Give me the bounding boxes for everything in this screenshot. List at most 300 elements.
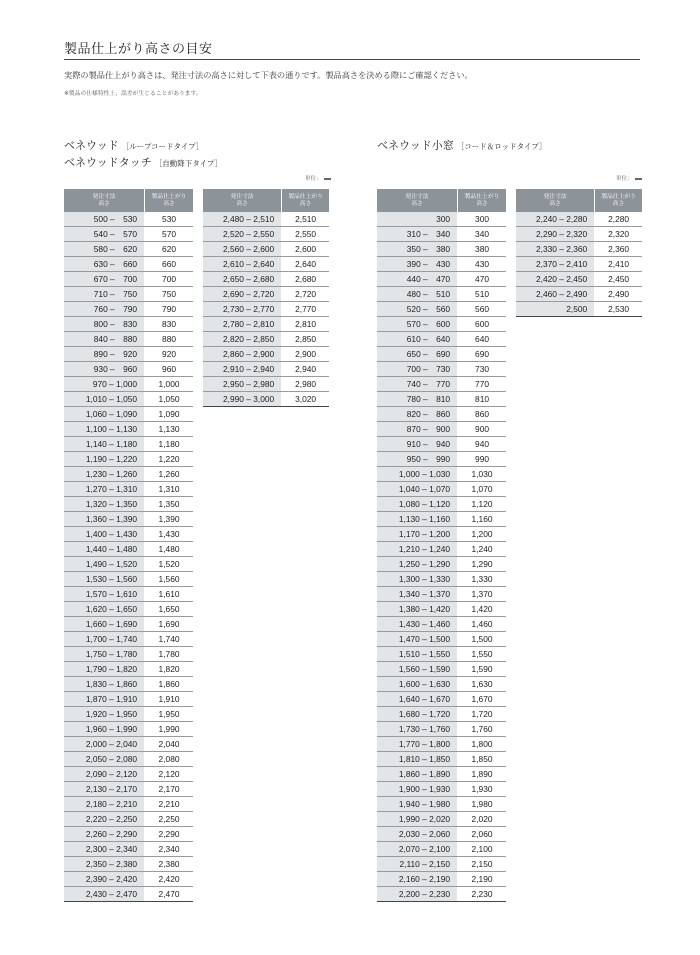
order-size-cell: 2,690 – 2,720 <box>203 287 282 302</box>
finished-height-cell: 1,070 <box>458 482 506 497</box>
order-size-cell: 1,830 – 1,860 <box>64 677 145 692</box>
finished-height-cell: 380 <box>458 242 506 257</box>
finished-height-cell: 1,610 <box>145 587 193 602</box>
table-row <box>377 527 506 542</box>
order-size-cell: 1,360 – 1,390 <box>64 512 145 527</box>
left-heading-1 <box>64 137 203 153</box>
table-row <box>64 242 193 257</box>
order-size-cell: 2,820 – 2,850 <box>203 332 282 347</box>
order-size-cell: 2,610 – 2,640 <box>203 257 282 272</box>
finished-height-cell: 940 <box>458 437 506 452</box>
order-size-cell: 520 – 560 <box>377 302 458 317</box>
order-size-cell: 2,070 – 2,100 <box>377 842 458 857</box>
order-size-cell: 1,060 – 1,090 <box>64 407 145 422</box>
right-size-table-1 <box>377 189 506 902</box>
order-size-cell: 820 – 860 <box>377 407 458 422</box>
table-row <box>203 227 329 242</box>
finished-height-cell: 2,900 <box>282 347 329 362</box>
finished-height-cell: 1,500 <box>458 632 506 647</box>
finished-height-cell: 2,100 <box>458 842 506 857</box>
table-row <box>64 257 193 272</box>
order-size-cell: 650 – 690 <box>377 347 458 362</box>
finished-height-cell: 510 <box>458 287 506 302</box>
finished-height-cell: 790 <box>145 302 193 317</box>
finished-height-cell: 1,030 <box>458 467 506 482</box>
table-row <box>377 482 506 497</box>
finished-height-cell: 1,260 <box>145 467 193 482</box>
order-size-cell: 1,600 – 1,630 <box>377 677 458 692</box>
table-row <box>516 302 642 317</box>
unit-bar-icon <box>635 178 642 180</box>
order-size-cell: 740 – 770 <box>377 377 458 392</box>
finished-height-cell: 1,860 <box>145 677 193 692</box>
left-heading-1-title: ベネウッド <box>64 139 119 152</box>
order-size-cell: 540 – 570 <box>64 227 145 242</box>
header-order-size: 発注寸法 高さ <box>64 189 145 212</box>
order-size-cell: 1,170 – 1,200 <box>377 527 458 542</box>
order-size-cell: 2,500 <box>516 302 595 317</box>
finished-height-cell: 1,820 <box>145 662 193 677</box>
order-size-cell: 2,050 – 2,080 <box>64 752 145 767</box>
order-size-cell: 1,570 – 1,610 <box>64 587 145 602</box>
finished-height-cell: 1,200 <box>458 527 506 542</box>
finished-height-cell: 3,020 <box>282 392 329 407</box>
order-size-cell: 1,470 – 1,500 <box>377 632 458 647</box>
order-size-cell: 1,430 – 1,460 <box>377 617 458 632</box>
order-size-cell: 1,920 – 1,950 <box>64 707 145 722</box>
table-row <box>64 557 193 572</box>
finished-height-cell: 2,320 <box>595 227 642 242</box>
header-order-size: 発注寸法 高さ <box>203 189 282 212</box>
table-row <box>377 737 506 752</box>
finished-height-cell: 750 <box>145 287 193 302</box>
table-row <box>64 632 193 647</box>
order-size-cell: 1,270 – 1,310 <box>64 482 145 497</box>
table-row <box>64 797 193 812</box>
left-unit-label <box>305 174 331 182</box>
table-row <box>377 662 506 677</box>
finished-height-cell: 1,780 <box>145 647 193 662</box>
finished-height-cell: 1,120 <box>458 497 506 512</box>
order-size-cell: 950 – 990 <box>377 452 458 467</box>
table-row <box>377 437 506 452</box>
order-size-cell: 1,940 – 1,980 <box>377 797 458 812</box>
finished-height-cell: 1,760 <box>458 722 506 737</box>
table-row <box>377 512 506 527</box>
order-size-cell: 440 – 470 <box>377 272 458 287</box>
finished-height-cell: 730 <box>458 362 506 377</box>
finished-height-cell: 560 <box>458 302 506 317</box>
finished-height-cell: 880 <box>145 332 193 347</box>
table-row <box>64 767 193 782</box>
left-unit-text: 単位： <box>305 176 322 182</box>
order-size-cell: 1,790 – 1,820 <box>64 662 145 677</box>
table-row <box>516 212 642 227</box>
table-row <box>64 647 193 662</box>
finished-height-cell: 2,940 <box>282 362 329 377</box>
order-size-cell: 2,370 – 2,410 <box>516 257 595 272</box>
order-size-cell: 2,000 – 2,040 <box>64 737 145 752</box>
finished-height-cell: 1,740 <box>145 632 193 647</box>
finished-height-cell: 1,050 <box>145 392 193 407</box>
table-row <box>64 887 193 902</box>
finished-height-cell: 2,380 <box>145 857 193 872</box>
table-row <box>377 212 506 227</box>
table-row <box>377 797 506 812</box>
order-size-cell: 1,640 – 1,670 <box>377 692 458 707</box>
finished-height-cell: 1,800 <box>458 737 506 752</box>
finished-height-cell: 2,210 <box>145 797 193 812</box>
finished-height-cell: 1,720 <box>458 707 506 722</box>
order-size-cell: 310 – 340 <box>377 227 458 242</box>
table-row <box>64 872 193 887</box>
finished-height-cell: 1,240 <box>458 542 506 557</box>
order-size-cell: 2,030 – 2,060 <box>377 827 458 842</box>
right-unit-label <box>616 174 642 182</box>
order-size-cell: 930 – 960 <box>64 362 145 377</box>
order-size-cell: 2,090 – 2,120 <box>64 767 145 782</box>
finished-height-cell: 1,290 <box>458 557 506 572</box>
table-row <box>64 392 193 407</box>
order-size-cell: 1,900 – 1,930 <box>377 782 458 797</box>
order-size-cell: 2,330 – 2,360 <box>516 242 595 257</box>
order-size-cell: 2,860 – 2,900 <box>203 347 282 362</box>
order-size-cell: 1,960 – 1,990 <box>64 722 145 737</box>
header-finished-height: 製品仕上がり 高さ <box>145 189 193 212</box>
table-row <box>64 422 193 437</box>
table-row <box>377 692 506 707</box>
table-row <box>377 287 506 302</box>
table-row <box>64 467 193 482</box>
order-size-cell: 300 <box>377 212 458 227</box>
left-size-table-2 <box>203 189 329 407</box>
order-size-cell: 1,000 – 1,030 <box>377 467 458 482</box>
right-heading-1 <box>377 137 546 153</box>
finished-height-cell: 1,550 <box>458 647 506 662</box>
finished-height-cell: 640 <box>458 332 506 347</box>
table-row <box>203 362 329 377</box>
order-size-cell: 1,700 – 1,740 <box>64 632 145 647</box>
finished-height-cell: 2,850 <box>282 332 329 347</box>
finished-height-cell: 530 <box>145 212 193 227</box>
table-row <box>203 377 329 392</box>
table-row <box>377 572 506 587</box>
order-size-cell: 2,460 – 2,490 <box>516 287 595 302</box>
finished-height-cell: 2,250 <box>145 812 193 827</box>
table-row <box>64 317 193 332</box>
finished-height-cell: 860 <box>458 407 506 422</box>
table-row <box>377 557 506 572</box>
finished-height-cell: 1,670 <box>458 692 506 707</box>
order-size-cell: 2,220 – 2,250 <box>64 812 145 827</box>
order-size-cell: 1,770 – 1,800 <box>377 737 458 752</box>
table-row <box>203 332 329 347</box>
finished-height-cell: 900 <box>458 422 506 437</box>
finished-height-cell: 1,480 <box>145 542 193 557</box>
finished-height-cell: 2,720 <box>282 287 329 302</box>
table-row <box>64 677 193 692</box>
finished-height-cell: 1,130 <box>145 422 193 437</box>
finished-height-cell: 1,890 <box>458 767 506 782</box>
table-row <box>64 287 193 302</box>
finished-height-cell: 1,310 <box>145 482 193 497</box>
table-row <box>64 692 193 707</box>
table-row <box>64 782 193 797</box>
table-row <box>377 587 506 602</box>
order-size-cell: 840 – 880 <box>64 332 145 347</box>
table-row <box>64 737 193 752</box>
table-row <box>64 437 193 452</box>
finished-height-cell: 660 <box>145 257 193 272</box>
finished-height-cell: 1,420 <box>458 602 506 617</box>
table-row <box>516 287 642 302</box>
finished-height-cell: 2,640 <box>282 257 329 272</box>
finished-height-cell: 960 <box>145 362 193 377</box>
finished-height-cell: 300 <box>458 212 506 227</box>
order-size-cell: 2,300 – 2,340 <box>64 842 145 857</box>
right-size-table-2 <box>516 189 642 317</box>
intro-text: 実際の製品仕上がり高さは、発注寸法の高さに対して下表の通りです。製品高さを決める際にご確認ください。 <box>64 70 473 80</box>
table-row <box>64 752 193 767</box>
finished-height-cell: 1,460 <box>458 617 506 632</box>
finished-height-cell: 2,340 <box>145 842 193 857</box>
table-row <box>377 422 506 437</box>
table-row <box>64 227 193 242</box>
finished-height-cell: 1,160 <box>458 512 506 527</box>
note-text: ※製品の仕様特性上、誤差が生じることがあります。 <box>64 91 202 97</box>
finished-height-cell: 1,630 <box>458 677 506 692</box>
order-size-cell: 1,750 – 1,780 <box>64 647 145 662</box>
table-row <box>64 527 193 542</box>
table-row <box>203 302 329 317</box>
order-size-cell: 630 – 660 <box>64 257 145 272</box>
table-row <box>377 647 506 662</box>
order-size-cell: 570 – 600 <box>377 317 458 332</box>
order-size-cell: 1,010 – 1,050 <box>64 392 145 407</box>
order-size-cell: 1,730 – 1,760 <box>377 722 458 737</box>
left-heading-2-sub: ［自動降下タイプ］ <box>154 159 223 168</box>
table-row <box>64 542 193 557</box>
order-size-cell: 780 – 810 <box>377 392 458 407</box>
table-row <box>377 707 506 722</box>
order-size-cell: 1,560 – 1,590 <box>377 662 458 677</box>
table-row <box>64 347 193 362</box>
finished-height-cell: 2,810 <box>282 317 329 332</box>
finished-height-cell: 430 <box>458 257 506 272</box>
table-row <box>377 272 506 287</box>
finished-height-cell: 2,290 <box>145 827 193 842</box>
finished-height-cell: 470 <box>458 272 506 287</box>
finished-height-cell: 2,490 <box>595 287 642 302</box>
order-size-cell: 1,300 – 1,330 <box>377 572 458 587</box>
finished-height-cell: 1,690 <box>145 617 193 632</box>
finished-height-cell: 1,090 <box>145 407 193 422</box>
finished-height-cell: 1,850 <box>458 752 506 767</box>
table-row <box>377 782 506 797</box>
finished-height-cell: 2,410 <box>595 257 642 272</box>
finished-height-cell: 1,590 <box>458 662 506 677</box>
finished-height-cell: 2,680 <box>282 272 329 287</box>
order-size-cell: 2,990 – 3,000 <box>203 392 282 407</box>
table-row <box>64 587 193 602</box>
left-heading-1-sub: ［ループコードタイプ］ <box>121 142 204 151</box>
finished-height-cell: 770 <box>458 377 506 392</box>
order-size-cell: 1,870 – 1,910 <box>64 692 145 707</box>
right-unit-text: 単位： <box>616 176 633 182</box>
finished-height-cell: 2,230 <box>458 887 506 902</box>
order-size-cell: 700 – 730 <box>377 362 458 377</box>
order-size-cell: 610 – 640 <box>377 332 458 347</box>
right-heading-1-sub: ［コード＆ロッドタイプ］ <box>456 142 547 151</box>
order-size-cell: 2,910 – 2,940 <box>203 362 282 377</box>
header-order-size: 発注寸法 高さ <box>377 189 458 212</box>
table-row <box>64 827 193 842</box>
table-row <box>203 212 329 227</box>
table-row <box>377 842 506 857</box>
order-size-cell: 2,350 – 2,380 <box>64 857 145 872</box>
table-row <box>64 707 193 722</box>
table-row <box>203 287 329 302</box>
table-row <box>64 362 193 377</box>
table-row <box>516 227 642 242</box>
table-header-row <box>64 189 193 212</box>
table-row <box>377 347 506 362</box>
order-size-cell: 670 – 700 <box>64 272 145 287</box>
finished-height-cell: 570 <box>145 227 193 242</box>
table-row <box>377 362 506 377</box>
finished-height-cell: 1,220 <box>145 452 193 467</box>
order-size-cell: 1,140 – 1,180 <box>64 437 145 452</box>
order-size-cell: 1,510 – 1,550 <box>377 647 458 662</box>
left-size-table-1 <box>64 189 193 902</box>
table-row <box>64 662 193 677</box>
table-row <box>203 347 329 362</box>
table-row <box>64 512 193 527</box>
table-row <box>377 497 506 512</box>
table-row <box>377 542 506 557</box>
order-size-cell: 2,110 – 2,150 <box>377 857 458 872</box>
order-size-cell: 2,780 – 2,810 <box>203 317 282 332</box>
table-row <box>377 227 506 242</box>
table-header-row <box>203 189 329 212</box>
table-row <box>516 242 642 257</box>
table-row <box>64 602 193 617</box>
left-heading-2-title: ベネウッドタッチ <box>64 156 152 169</box>
order-size-cell: 1,680 – 1,720 <box>377 707 458 722</box>
order-size-cell: 1,660 – 1,690 <box>64 617 145 632</box>
order-size-cell: 2,480 – 2,510 <box>203 212 282 227</box>
order-size-cell: 1,810 – 1,850 <box>377 752 458 767</box>
order-size-cell: 1,400 – 1,430 <box>64 527 145 542</box>
finished-height-cell: 620 <box>145 242 193 257</box>
order-size-cell: 1,040 – 1,070 <box>377 482 458 497</box>
order-size-cell: 1,190 – 1,220 <box>64 452 145 467</box>
table-row <box>64 452 193 467</box>
order-size-cell: 390 – 430 <box>377 257 458 272</box>
finished-height-cell: 1,520 <box>145 557 193 572</box>
finished-height-cell: 2,280 <box>595 212 642 227</box>
finished-height-cell: 1,930 <box>458 782 506 797</box>
finished-height-cell: 1,330 <box>458 572 506 587</box>
header-finished-height: 製品仕上がり 高さ <box>282 189 329 212</box>
finished-height-cell: 990 <box>458 452 506 467</box>
order-size-cell: 2,200 – 2,230 <box>377 887 458 902</box>
order-size-cell: 2,290 – 2,320 <box>516 227 595 242</box>
finished-height-cell: 2,020 <box>458 812 506 827</box>
table-row <box>64 617 193 632</box>
order-size-cell: 2,390 – 2,420 <box>64 872 145 887</box>
finished-height-cell: 920 <box>145 347 193 362</box>
order-size-cell: 870 – 900 <box>377 422 458 437</box>
finished-height-cell: 1,370 <box>458 587 506 602</box>
table-row <box>64 482 193 497</box>
table-row <box>377 407 506 422</box>
order-size-cell: 1,230 – 1,260 <box>64 467 145 482</box>
header-finished-height: 製品仕上がり 高さ <box>458 189 506 212</box>
order-size-cell: 1,250 – 1,290 <box>377 557 458 572</box>
table-row <box>64 497 193 512</box>
table-row <box>377 617 506 632</box>
header-order-size: 発注寸法 高さ <box>516 189 595 212</box>
table-row <box>377 602 506 617</box>
order-size-cell: 1,530 – 1,560 <box>64 572 145 587</box>
order-size-cell: 2,130 – 2,170 <box>64 782 145 797</box>
finished-height-cell: 600 <box>458 317 506 332</box>
order-size-cell: 2,650 – 2,680 <box>203 272 282 287</box>
finished-height-cell: 1,980 <box>458 797 506 812</box>
finished-height-cell: 830 <box>145 317 193 332</box>
finished-height-cell: 2,980 <box>282 377 329 392</box>
finished-height-cell: 1,650 <box>145 602 193 617</box>
finished-height-cell: 2,450 <box>595 272 642 287</box>
unit-bar-icon <box>324 178 331 180</box>
finished-height-cell: 2,060 <box>458 827 506 842</box>
order-size-cell: 1,080 – 1,120 <box>377 497 458 512</box>
order-size-cell: 800 – 830 <box>64 317 145 332</box>
table-header-row <box>516 189 642 212</box>
table-row <box>377 752 506 767</box>
order-size-cell: 1,380 – 1,420 <box>377 602 458 617</box>
table-row <box>64 272 193 287</box>
table-row <box>377 677 506 692</box>
finished-height-cell: 810 <box>458 392 506 407</box>
finished-height-cell: 1,560 <box>145 572 193 587</box>
order-size-cell: 760 – 790 <box>64 302 145 317</box>
order-size-cell: 1,210 – 1,240 <box>377 542 458 557</box>
order-size-cell: 2,730 – 2,770 <box>203 302 282 317</box>
finished-height-cell: 1,430 <box>145 527 193 542</box>
table-row <box>377 887 506 902</box>
order-size-cell: 1,100 – 1,130 <box>64 422 145 437</box>
table-row <box>64 377 193 392</box>
table-row <box>64 212 193 227</box>
finished-height-cell: 2,360 <box>595 242 642 257</box>
table-row <box>377 317 506 332</box>
table-row <box>377 332 506 347</box>
finished-height-cell: 1,390 <box>145 512 193 527</box>
order-size-cell: 1,620 – 1,650 <box>64 602 145 617</box>
table-row <box>64 302 193 317</box>
finished-height-cell: 2,600 <box>282 242 329 257</box>
table-row <box>64 857 193 872</box>
table-row <box>377 242 506 257</box>
header-finished-height: 製品仕上がり 高さ <box>595 189 642 212</box>
order-size-cell: 580 – 620 <box>64 242 145 257</box>
finished-height-cell: 2,420 <box>145 872 193 887</box>
right-heading-1-title: ベネウッド小窓 <box>377 139 454 152</box>
table-row <box>377 392 506 407</box>
finished-height-cell: 2,530 <box>595 302 642 317</box>
